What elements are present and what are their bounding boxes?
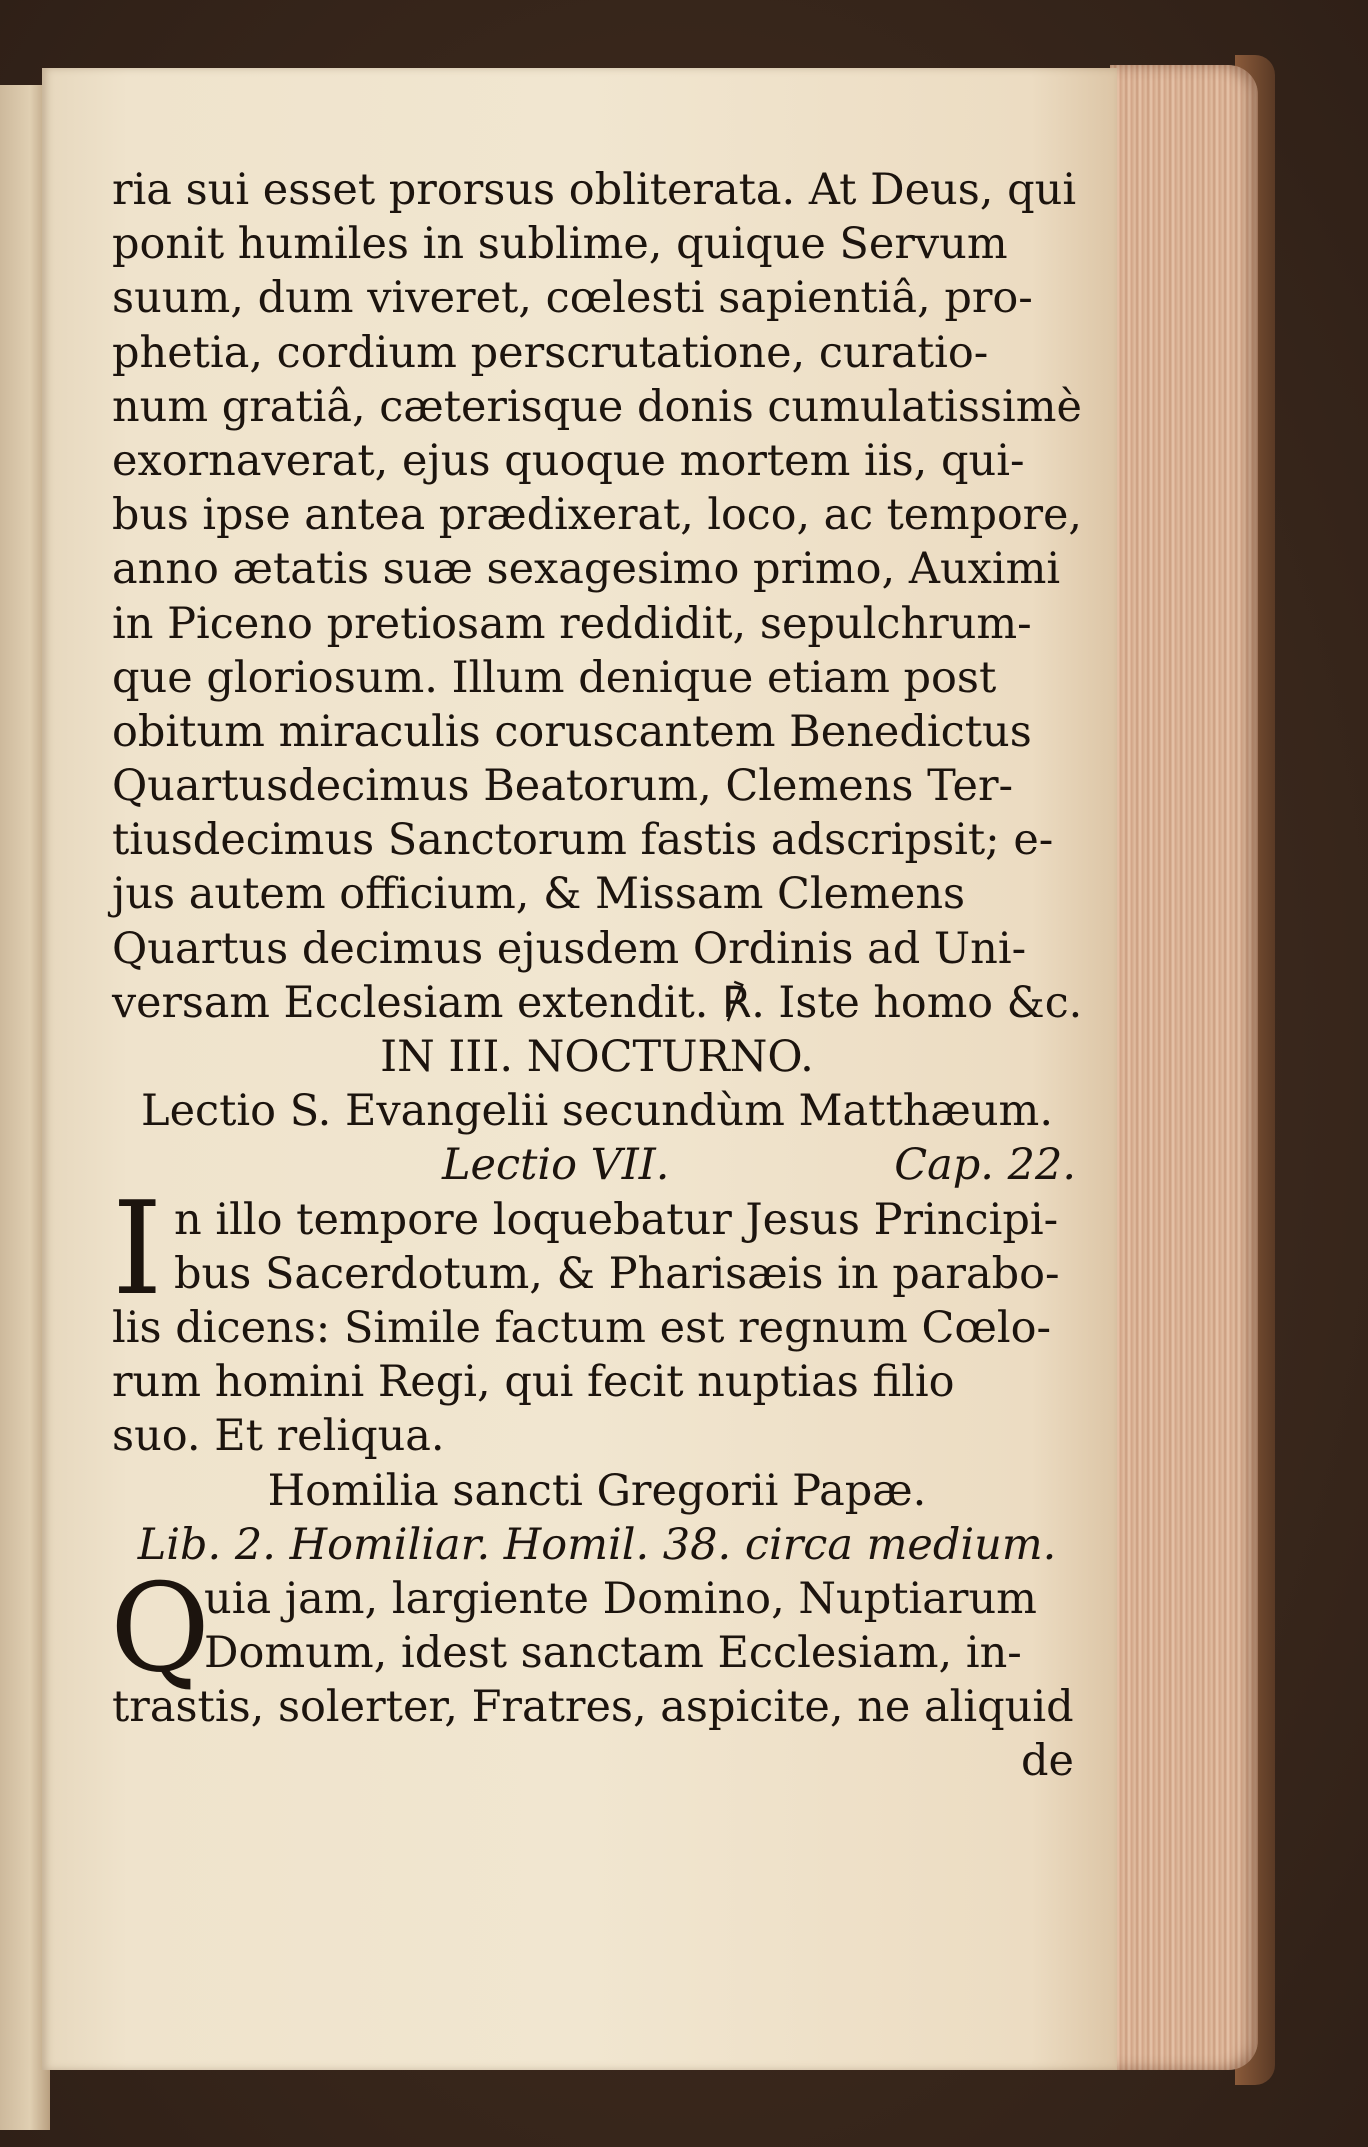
page-text: [112, 163, 1082, 1789]
text-line: ponit humiles in sublime, quique Servum: [112, 219, 1008, 270]
drop-cap-i: I: [112, 1174, 163, 1324]
homily-paragraph: [110, 1556, 1082, 1699]
text-line: ria sui esset prorsus obliterata. At Deus, qui: [112, 165, 1077, 215]
text-line: versam Ecclesiam extendit. ℟. Iste homo &c.: [112, 977, 1083, 1028]
text-line: phetia, cordium perscrutatione, curatio-: [112, 327, 989, 378]
nocturn-heading: IN III. NOCTURNO.: [380, 1032, 814, 1082]
gospel-paragraph: [112, 1174, 1082, 1324]
lectio-number: Lectio VII.: [442, 1140, 670, 1191]
text-line: obitum miraculis coruscantem Benedictus: [112, 706, 1032, 757]
page-block-edges: [1110, 65, 1258, 2070]
text-line: uia jam, largiente Domino, Nuptiarum: [204, 1573, 1037, 1624]
text-line: anno ætatis suæ sexagesimo primo, Auximi: [112, 544, 1061, 595]
text-line: in Piceno pretiosam reddidit, sepulchrum-: [112, 598, 1032, 649]
text-line: lis dicens: Simile factum est regnum Cœlo-: [112, 1302, 1052, 1353]
text-line: suo. Et reliqua.: [112, 1411, 445, 1462]
text-line: bus ipse antea prædixerat, loco, ac tempore,: [112, 490, 1082, 541]
book-page: [42, 68, 1117, 2070]
text-line: rum homini Regi, qui fecit nuptias filio: [112, 1357, 955, 1408]
text-line: exornaverat, ejus quoque mortem iis, qui-: [112, 435, 1025, 486]
text-line: bus Sacerdotum, & Pharisæis in parabo-: [174, 1248, 1060, 1299]
chapter-reference: Cap. 22.: [894, 1140, 1076, 1191]
text-line: Quartusdecimus Beatorum, Clemens Ter-: [112, 761, 1014, 812]
text-line: tiusdecimus Sanctorum fastis adscripsit; e-: [112, 815, 1054, 866]
homily-heading: Homilia sancti Gregorii Papæ.: [267, 1465, 927, 1516]
catchword: de: [1021, 1736, 1074, 1787]
text-line: que gloriosum. Illum denique etiam post: [112, 652, 997, 703]
text-line: n illo tempore loquebatur Jesus Principi-: [174, 1194, 1059, 1245]
text-line: num gratiâ, cæterisque donis cumulatissimè: [112, 381, 1082, 432]
text-line: jus autem officium, & Missam Clemens: [112, 869, 966, 920]
homily-source: Lib. 2. Homiliar. Homil. 38. circa medium.: [137, 1519, 1057, 1570]
lectio-reference: [112, 1138, 1082, 1192]
text-line: Domum, idest sanctam Ecclesiam, in-: [204, 1628, 1022, 1679]
text-line: trastis, solerter, Fratres, aspicite, ne aliquid: [112, 1682, 1074, 1733]
drop-cap-q: Q: [110, 1556, 211, 1699]
text-line: Quartus decimus ejusdem Ordinis ad Uni-: [112, 923, 1027, 974]
lectio-title: Lectio S. Evangelii secundùm Matthæum.: [141, 1086, 1053, 1137]
text-line: suum, dum viveret, cœlesti sapientiâ, pro-: [112, 273, 1033, 324]
